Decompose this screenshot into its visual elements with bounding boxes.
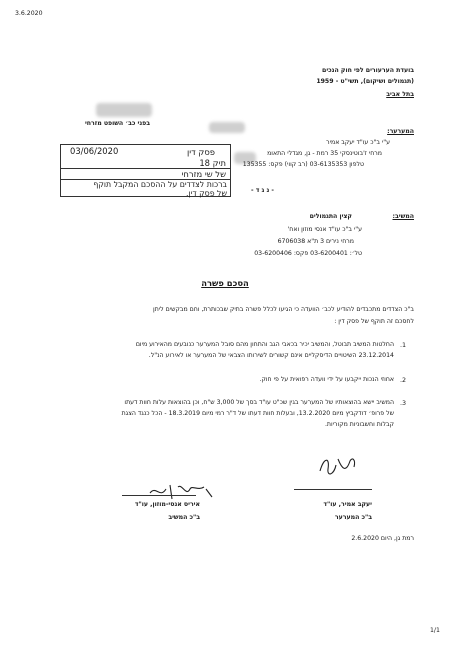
clause-number: .3: [400, 399, 407, 407]
clause-2-line1: אחוזי הנכות ייקבעו על ידי וועדה רפואית על פי חוק.: [259, 376, 394, 383]
appellant-attorney: ע"י ב"כ עו"ד יעקב אמיר: [326, 139, 390, 146]
page-number: 1/1: [430, 627, 440, 634]
respondent-signer-role: ב"כ המשיב: [168, 514, 200, 521]
clause-3-line3: קבלות וחשבוניות מקוריות.: [324, 421, 394, 428]
clause-3-line1: המשיב יישא בהוצאותיו של המערער בגין שכ"ט עו"ד בסך של 3,000 ש"ח, וכן בהוצאות עלות חוות דעתו: [124, 399, 394, 406]
respondent-signer-name: איריס אנסי-מוזון, עו"ד: [134, 501, 200, 508]
appellant-signer-name: יעקב אמיר, עו"ד: [323, 501, 372, 508]
appellant-phone: טלפון 03-6135353 (רב קווי) פקס: 135355: [242, 161, 364, 168]
respondent-attorney: ע"י ב"כ עו"ד אנסי מוזון ואח': [287, 226, 362, 233]
clause-1-line1: החלטות המשיב תבוטל, והמשיב יכיר בכאבי הגב והתחון מהם סובל המערער כנובעים מהאירוע מיום: [135, 341, 394, 348]
decision-judge: של שי מזרחי: [181, 169, 226, 179]
decision-text-line2: של פסק דין.: [186, 189, 227, 198]
respondent-signature-line: [122, 495, 196, 496]
respondent-name: קצין התגמולים: [309, 213, 352, 220]
redaction-judge: [96, 103, 152, 117]
clause-1-line2: 23.12.2014 השיטויים הדיסקליים אינם קשורים לשירותו הצבאי של המערער או לאירוע הנ"ל.: [148, 352, 394, 359]
respondent-label: המשיב:: [392, 213, 414, 220]
clause-3-line2: של פרופ׳ דודקביץ מיום 13.2.2020, ובעלות חוות דעתו של ד"ר רמי מיום 18.3.2019 - הכל כנגד הצגת: [121, 410, 394, 417]
clause-number: .2: [400, 376, 407, 384]
court-name-line2: (תגמולים ושיקום), תשי"ט - 1959: [316, 78, 414, 85]
respondent-address: מרחי נירים 3 ת"א 6706038: [277, 238, 354, 245]
appellant-signature: [316, 451, 362, 485]
clause-number: .1: [400, 341, 407, 349]
redaction-appellant-name: [209, 122, 245, 133]
city-date-line: רמת גן, היום 2.6.2020: [351, 535, 414, 542]
court-name-line1: בועדת הערעורים לפי חוק הנכים: [322, 67, 414, 74]
versus-label: - נ ג ד -: [251, 187, 274, 194]
decision-case: תיק 18: [199, 158, 226, 168]
decision-stamp-box: [60, 144, 231, 197]
decision-date: 03/06/2020: [70, 146, 119, 156]
appellant-label: המערער:: [387, 128, 414, 135]
print-date: 3.6.2020: [15, 10, 43, 17]
appellant-signer-role: ב"כ המערער: [334, 514, 372, 521]
agreement-intro-line2: לחסכם זה תוקף של פסק דין :: [334, 318, 414, 325]
decision-label: פסק דין: [187, 147, 215, 157]
panel-before-label: בפני כב׳ השופט מזרחי: [84, 120, 150, 127]
appellant-address: מרחי ז'בוטינסקי 35 רמת - גן, מגדלי התאומ: [267, 150, 382, 157]
respondent-phone: טל׳: 03-6200401 פקס: 03-6200406: [254, 250, 362, 257]
agreement-title: הסכם פשרה: [201, 278, 249, 288]
appellant-signature-line: [294, 489, 372, 490]
court-location: בתל אביב: [386, 91, 414, 98]
decision-text-line1: ברכות לצדדים על ההסכם המקבל תוקף: [93, 180, 227, 189]
agreement-intro-line1: ב"כ הצדדים מתכבדים להודיע לכב׳ הוועדה כי הגיעו לכלל פשרה בתיק שבכותרת, וחם מבקשים ליתן: [153, 306, 414, 313]
